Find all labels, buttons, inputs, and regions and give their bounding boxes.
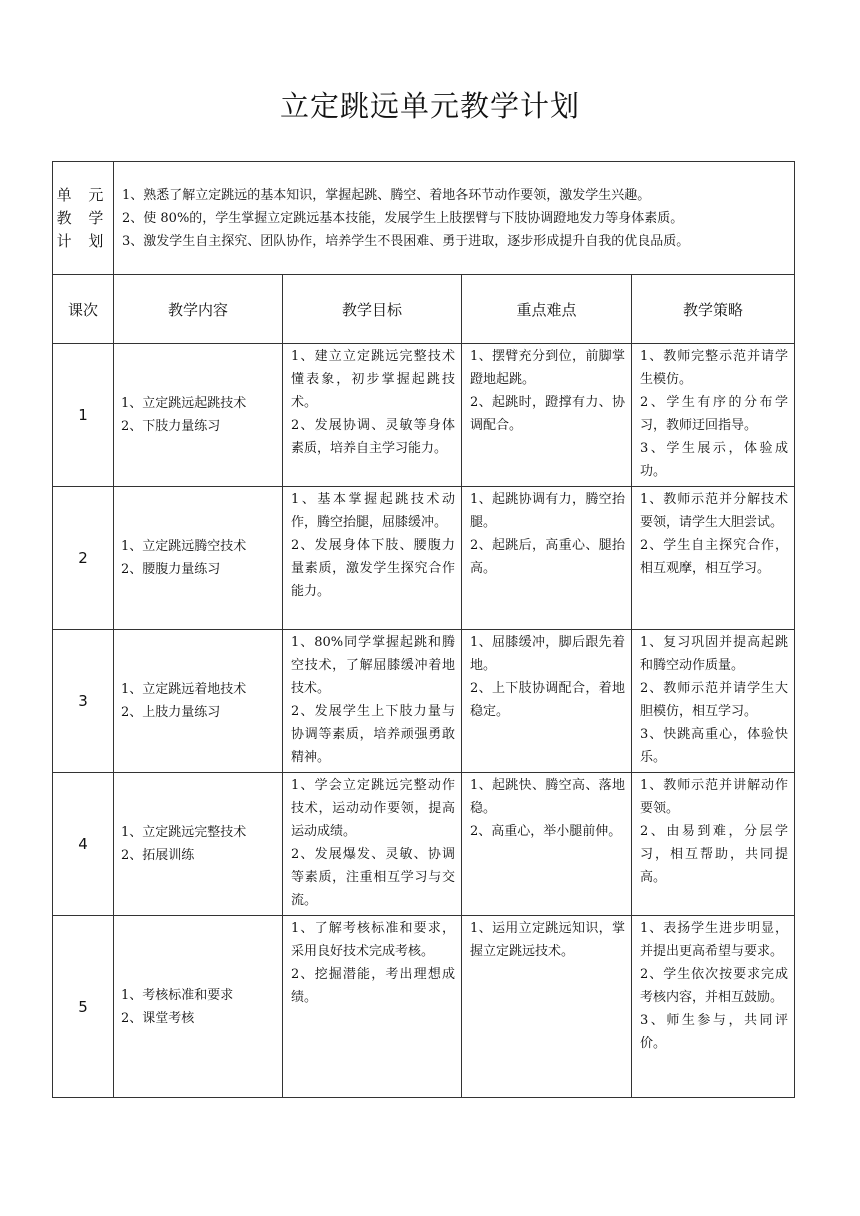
lesson-strategies — [632, 773, 795, 916]
lesson-row — [53, 630, 795, 773]
lesson-keypoints-item: 1、摆臂充分到位，前脚掌蹬地起跳。 — [470, 349, 625, 387]
header-strategies: 教学策略 — [632, 275, 795, 344]
lesson-content-line: 1、立定跳远腾空技术 — [121, 539, 247, 554]
lesson-goals — [283, 630, 462, 773]
lesson-goals — [283, 773, 462, 916]
lesson-content — [114, 630, 283, 773]
lesson-strategies-item: 2、学生自主探究合作，相互观摩，相互学习。 — [640, 538, 789, 576]
lesson-row — [53, 773, 795, 916]
lesson-strategies-item: 3、快跳高重心，体验快乐。 — [640, 727, 789, 765]
lesson-goals-item: 2、发展爆发、灵敏、协调等素质，注重相互学习与交流。 — [291, 847, 455, 908]
lesson-content — [114, 773, 283, 916]
lesson-keypoints — [462, 487, 632, 630]
lesson-strategies-item: 1、教师完整示范并请学生模仿。 — [640, 349, 789, 387]
lesson-strategies — [632, 487, 795, 630]
lesson-strategies-item: 2、教师示范并请学生大胆模仿，相互学习。 — [640, 681, 789, 719]
lesson-keypoints-item: 2、高重心，举小腿前伸。 — [470, 824, 622, 839]
lesson-keypoints-item: 2、起跳时，蹬撑有力、协调配合。 — [470, 395, 625, 433]
lesson-content-line: 2、上肢力量练习 — [121, 705, 221, 720]
unit-plan-row — [53, 162, 795, 275]
lesson-keypoints-item: 1、起跳协调有力，腾空抬腿。 — [470, 492, 625, 530]
lesson-goals-item: 1、基本掌握起跳技术动作，腾空抬腿，屈膝缓冲。 — [291, 492, 455, 530]
lesson-keypoints-item: 1、屈膝缓冲，脚后跟先着地。 — [470, 635, 625, 673]
lesson-goals-item: 2、发展协调、灵敏等身体素质，培养自主学习能力。 — [291, 418, 455, 456]
lesson-goals-item: 1、学会立定跳远完整动作技术，运动动作要领，提高运动成绩。 — [291, 778, 455, 839]
header-goals: 教学目标 — [283, 275, 462, 344]
lesson-strategies — [632, 916, 795, 1098]
lesson-goals — [283, 916, 462, 1098]
lesson-number: 3 — [53, 630, 114, 773]
lesson-keypoints-item: 1、运用立定跳远知识，掌握立定跳远技术。 — [470, 921, 625, 959]
unit-plan-goals — [114, 162, 795, 275]
lesson-content — [114, 344, 283, 487]
lesson-row — [53, 487, 795, 630]
lesson-row — [53, 344, 795, 487]
lesson-goals-item: 2、挖掘潜能，考出理想成绩。 — [291, 967, 455, 1005]
lesson-content — [114, 916, 283, 1098]
lesson-strategies-item: 3、师生参与，共同评价。 — [640, 1013, 789, 1051]
lesson-strategies-item: 2、学生有序的分布学习，教师迂回指导。 — [640, 395, 789, 433]
lesson-content-line: 2、下肢力量练习 — [121, 419, 221, 434]
lesson-strategies-item: 2、学生依次按要求完成考核内容，并相互鼓励。 — [640, 967, 789, 1005]
lesson-keypoints-item: 2、起跳后，高重心、腿抬高。 — [470, 538, 625, 576]
lesson-content-line: 1、立定跳远着地技术 — [121, 682, 247, 697]
lesson-strategies-item: 3、学生展示，体验成功。 — [640, 441, 789, 479]
lesson-strategies-item: 1、复习巩固并提高起跳和腾空动作质量。 — [640, 635, 789, 673]
lesson-keypoints-item: 1、起跳快、腾空高、落地稳。 — [470, 778, 625, 816]
lesson-goals-item: 1、建立立定跳远完整技术懂表象，初步掌握起跳技术。 — [291, 349, 455, 410]
lesson-keypoints — [462, 630, 632, 773]
lesson-goals-item: 2、发展身体下肢、腰腹力量素质，激发学生探究合作能力。 — [291, 538, 455, 599]
lesson-goals-item: 1、80%同学掌握起跳和腾空技术，了解屈膝缓冲着地技术。 — [291, 635, 455, 696]
lesson-content-line: 1、考核标准和要求 — [121, 987, 234, 1003]
header-row — [53, 275, 795, 344]
unit-plan-item: 2、使 80%的，学生掌握立定跳远基本技能，发展学生上肢摆臂与下肢协调蹬地发力等身体素质。 — [122, 210, 684, 226]
lesson-number: 2 — [53, 487, 114, 630]
header-content: 教学内容 — [114, 275, 283, 344]
lesson-content — [114, 487, 283, 630]
header-lesson-number: 课次 — [53, 275, 114, 344]
lesson-goals — [283, 487, 462, 630]
lesson-strategies-item: 1、教师示范并讲解动作要领。 — [640, 778, 789, 816]
lesson-number: 4 — [53, 773, 114, 916]
lesson-goals-item: 2、发展学生上下肢力量与协调等素质，培养顽强勇敢精神。 — [291, 704, 455, 765]
lesson-keypoints — [462, 344, 632, 487]
lesson-strategies — [632, 630, 795, 773]
lesson-strategies — [632, 344, 795, 487]
lesson-content-line: 2、课堂考核 — [121, 1010, 195, 1026]
lesson-content-line: 2、腰腹力量练习 — [121, 562, 221, 577]
unit-plan-item: 1、熟悉了解立定跳远的基本知识，掌握起跳、腾空、着地各环节动作要领，激发学生兴趣。 — [122, 187, 651, 203]
lesson-row — [53, 916, 795, 1098]
lesson-number: 5 — [53, 916, 114, 1098]
unit-plan-label: 单 元 教 学 计 划 — [53, 162, 114, 275]
lesson-keypoints — [462, 773, 632, 916]
lesson-content-line: 1、立定跳远完整技术 — [121, 825, 247, 840]
lesson-number: 1 — [53, 344, 114, 487]
lesson-keypoints-item: 2、上下肢协调配合，着地稳定。 — [470, 681, 625, 719]
lesson-goals — [283, 344, 462, 487]
lesson-plan-table — [52, 161, 795, 1098]
lesson-content-line: 2、拓展训练 — [121, 848, 195, 863]
lesson-goals-item: 1、了解考核标准和要求，采用良好技术完成考核。 — [291, 921, 455, 959]
lesson-strategies-item: 1、教师示范并分解技术要领，请学生大胆尝试。 — [640, 492, 789, 530]
header-keypoints: 重点难点 — [462, 275, 632, 344]
lesson-strategies-item: 1、表扬学生进步明显，并提出更高希望与要求。 — [640, 921, 789, 959]
lesson-keypoints — [462, 916, 632, 1098]
page-title: 立定跳远单元教学计划 — [279, 89, 580, 123]
unit-plan-item: 3、激发学生自主探究、团队协作，培养学生不畏困难、勇于进取，逐步形成提升自我的优良品质。 — [122, 233, 690, 249]
lesson-content-line: 1、立定跳远起跳技术 — [121, 396, 247, 411]
lesson-strategies-item: 2、由易到难，分层学习，相互帮助，共同提高。 — [640, 824, 789, 885]
